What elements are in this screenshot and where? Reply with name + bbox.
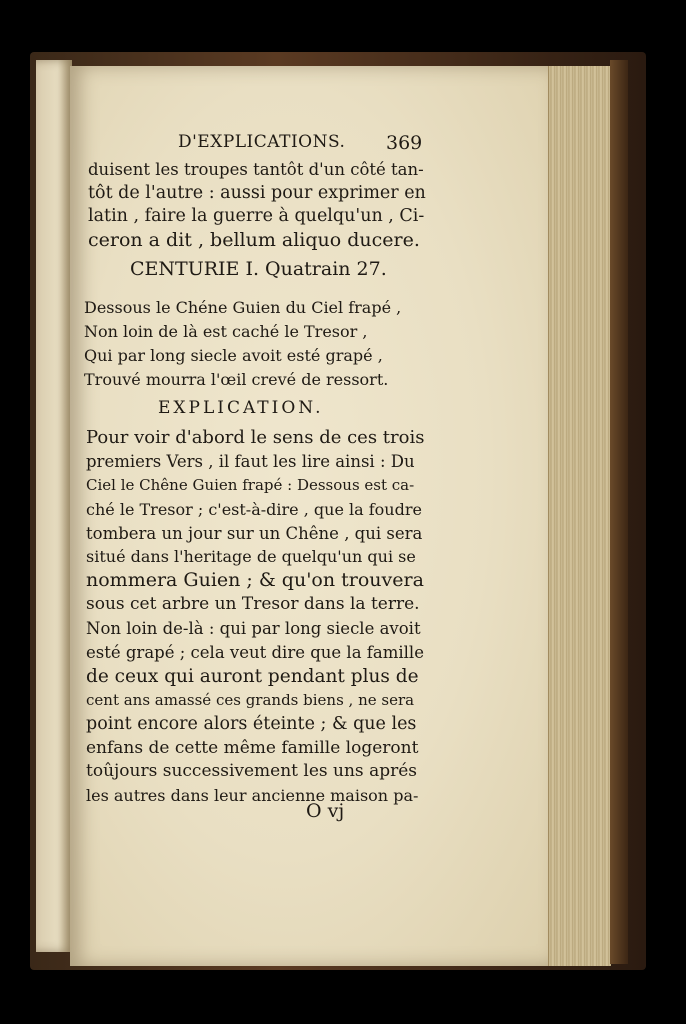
text-line: cent ans amassé ces grands biens , ne sera [86,690,415,709]
facing-page-edge [36,60,72,952]
text-line: ché le Tresor ; c'est-à-dire , que la foudre [86,499,422,519]
text-line: situé dans l'heritage de quelqu'un qui se [86,547,416,567]
text-line: Ciel le Chêne Guien frapé : Dessous est ca- [86,475,415,494]
quatrain-line: Non loin de là est caché le Tresor , [84,322,368,341]
text-line: nommera Guien ; & qu'on trouvera [86,569,424,592]
text-line: Non loin de-là : qui par long siecle avoit [86,619,421,639]
page-fore-edge [548,66,611,966]
text-line: tombera un jour sur un Chêne , qui sera [86,523,423,543]
text-line: les autres dans leur ancienne maison pa- [86,786,419,806]
text-line: sous cet arbre un Tresor dans la terre. [86,594,420,615]
quatrain [84,296,401,392]
explication-heading: EXPLICATION. [158,398,324,418]
text-line: toûjours successivement les uns aprés [86,761,417,782]
text-line: ceron a dit , bellum aliquo ducere. [88,228,420,251]
text-line: de ceux qui auront pendant plus de [86,665,419,687]
quatrain-line: Trouvé mourra l'œil crevé de ressort. [84,370,389,389]
quatrain-line: Qui par long siecle avoit esté grapé , [84,346,383,365]
text-line: premiers Vers , il faut les lire ainsi : Du [86,451,415,471]
text-line: esté grapé ; cela veut dire que la famille [86,643,424,663]
explication-paragraph [86,426,424,808]
text-line: duisent les troupes tantôt d'un côté tan- [88,160,424,179]
text-line: latin , faire la guerre à quelqu'un , Ci- [88,206,425,226]
text-line: point encore alors éteinte ; & que les [86,713,417,734]
running-header: D'EXPLICATIONS. [178,132,346,152]
text-line: enfans de cette même famille logeront [86,737,419,758]
signature-mark: O vj [306,800,345,822]
cover-edge [610,60,628,964]
text-line: tôt de l'autre : aussi pour exprimer en [88,182,426,203]
text-line: Pour voir d'abord le sens de ces trois [86,427,425,448]
intro-text [88,158,428,252]
centurie-heading: CENTURIE I. Quatrain 27. [130,258,387,280]
page-number: 369 [386,132,423,154]
quatrain-line: Dessous le Chéne Guien du Ciel frapé , [84,298,402,317]
